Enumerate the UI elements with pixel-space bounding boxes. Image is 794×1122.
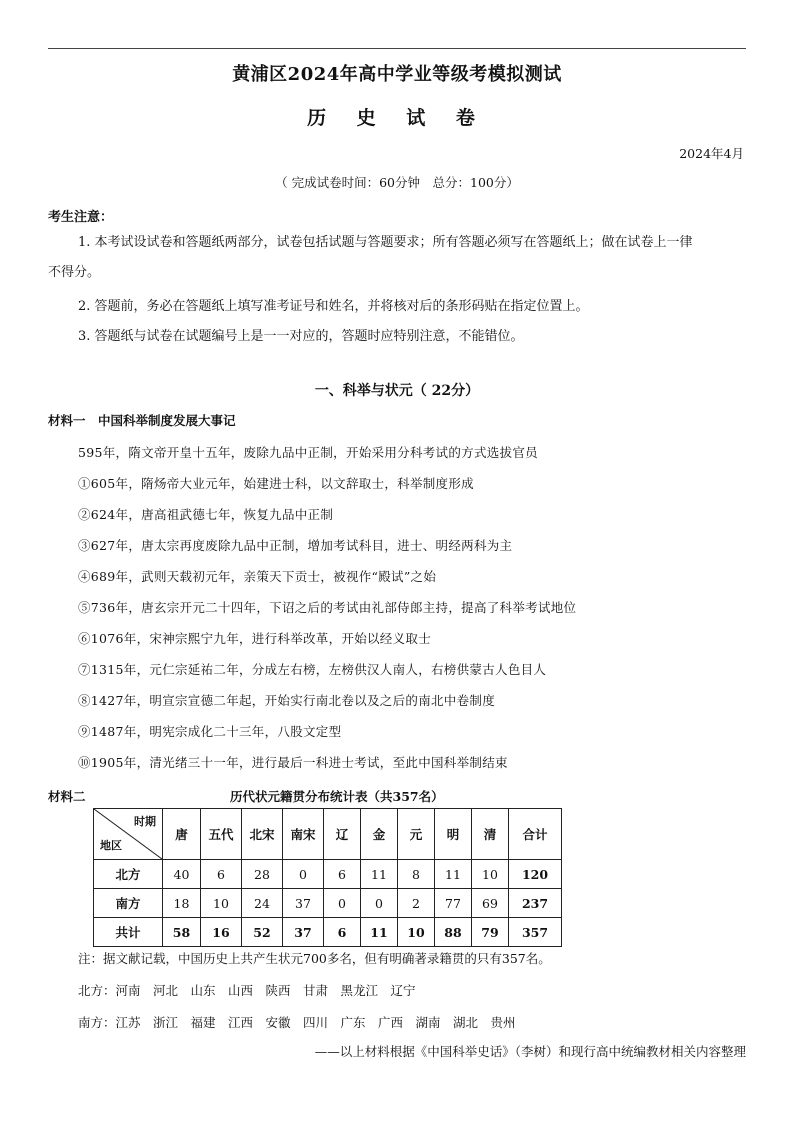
col-header: 南宋 — [283, 809, 324, 860]
table-cell: 10 — [472, 860, 509, 889]
material2-heading: 材料二 — [48, 789, 86, 804]
col-header: 清 — [472, 809, 509, 860]
exam-subtitle: 历 史 试 卷 — [307, 107, 487, 129]
table-title: 历代状元籍贯分布统计表（共357名） — [230, 789, 444, 804]
table-cell: 69 — [472, 889, 509, 918]
table-row — [94, 918, 562, 947]
event-item: ⑤736年，唐玄宗开元二十四年，下诏之后的考试由礼部侍郎主持，提高了科举考试地位 — [78, 600, 577, 615]
table-cell: 10 — [398, 918, 435, 947]
exam-title: 黄浦区2024年高中学业等级考模拟测试 — [232, 64, 562, 85]
table-cell: 28 — [242, 860, 283, 889]
table-cell: 0 — [361, 889, 398, 918]
event-item: ⑩1905年，清光绪三十一年，进行最后一科进士考试，至此中国科举制结束 — [78, 755, 508, 770]
top-rule — [48, 48, 746, 49]
col-header: 元 — [398, 809, 435, 860]
corner-period-label: 时期 — [134, 815, 156, 828]
notice-item-2: 2. 答题前，务必在答题纸上填写准考证号和姓名，并将核对后的条形码贴在指定位置上。 — [78, 299, 589, 314]
table-cell: 77 — [435, 889, 472, 918]
table-total-cell: 120 — [509, 860, 562, 889]
table-cell: 24 — [242, 889, 283, 918]
notice-heading: 考生注意： — [48, 210, 114, 225]
time-info: （ 完成试卷时间：60分钟 总分：100分） — [275, 175, 519, 190]
event-item: ②624年，唐高祖武德七年，恢复九品中正制 — [78, 507, 334, 522]
table-cell: 58 — [163, 918, 201, 947]
table-cell: 40 — [163, 860, 201, 889]
table-cell: 11 — [361, 860, 398, 889]
table-cell: 6 — [324, 860, 361, 889]
row-label: 共计 — [94, 918, 163, 947]
north-provinces: 北方：河南 河北 山东 山西 陕西 甘肃 黑龙江 辽宁 — [78, 983, 416, 998]
event-item: ③627年，唐太宗再度废除九品中正制，增加考试科目，进士、明经两科为主 — [78, 538, 513, 553]
table-cell: 10 — [201, 889, 242, 918]
table-cell: 11 — [361, 918, 398, 947]
table-cell: 18 — [163, 889, 201, 918]
table-cell: 6 — [324, 918, 361, 947]
corner-region-label: 地区 — [100, 839, 122, 852]
notice-item-3: 3. 答题纸与试卷在试题编号上是一一对应的，答题时应特别注意，不能错位。 — [78, 329, 524, 344]
event-item: ⑦1315年，元仁宗延祐二年，分成左右榜，左榜供汉人南人，右榜供蒙古人色目人 — [78, 662, 547, 677]
table-cell: 8 — [398, 860, 435, 889]
notice-item-1-cont: 不得分。 — [48, 265, 101, 280]
table-cell: 88 — [435, 918, 472, 947]
table-cell: 11 — [435, 860, 472, 889]
event-item: ①605年，隋炀帝大业元年，始建进士科，以文辞取士，科举制度形成 — [78, 476, 474, 491]
source-citation: ——以上材料根据《中国科举史话》（李树）和现行高中统编教材相关内容整理 — [314, 1044, 746, 1059]
event-item: ⑧1427年，明宣宗宣德二年起，开始实行南北卷以及之后的南北中卷制度 — [78, 693, 496, 708]
section-title: 一、科举与状元（ 22分） — [314, 383, 480, 399]
table-total-cell: 357 — [509, 918, 562, 947]
col-header: 明 — [435, 809, 472, 860]
table-note: 注：据文献记载，中国历史上共产生状元700多名，但有明确著录籍贯的只有357名。 — [78, 951, 551, 966]
col-header: 唐 — [163, 809, 201, 860]
table-total-cell: 237 — [509, 889, 562, 918]
col-header: 金 — [361, 809, 398, 860]
row-label: 北方 — [94, 860, 163, 889]
exam-date: 2024年4月 — [679, 146, 744, 161]
col-header: 五代 — [201, 809, 242, 860]
table-cell: 2 — [398, 889, 435, 918]
col-header: 辽 — [324, 809, 361, 860]
event-item: ⑨1487年，明宪宗成化二十三年，八股文定型 — [78, 724, 342, 739]
zhuangyuan-table — [93, 808, 562, 947]
table-corner-cell — [94, 809, 163, 860]
material1-heading: 材料一 中国科举制度发展大事记 — [48, 413, 236, 428]
table-header-row — [94, 809, 562, 860]
event-item: ⑥1076年，宋神宗熙宁九年，进行科举改革，开始以经义取士 — [78, 631, 432, 646]
table-cell: 37 — [283, 889, 324, 918]
table-cell: 0 — [324, 889, 361, 918]
col-header: 北宋 — [242, 809, 283, 860]
table-cell: 52 — [242, 918, 283, 947]
row-label: 南方 — [94, 889, 163, 918]
notice-item-1: 1. 本考试设试卷和答题纸两部分，试卷包括试题与答题要求；所有答题必须写在答题纸上；做在试卷上一律 — [78, 235, 693, 250]
table-cell: 37 — [283, 918, 324, 947]
event-item: ④689年，武则天载初元年，亲策天下贡士，被视作“殿试”之始 — [78, 569, 437, 584]
event-item: 595年，隋文帝开皇十五年，废除九品中正制，开始采用分科考试的方式选拔官员 — [78, 445, 538, 460]
table-cell: 6 — [201, 860, 242, 889]
table-row — [94, 860, 562, 889]
south-provinces: 南方：江苏 浙江 福建 江西 安徽 四川 广东 广西 湖南 湖北 贵州 — [78, 1015, 516, 1030]
table-cell: 79 — [472, 918, 509, 947]
table-cell: 16 — [201, 918, 242, 947]
table-cell: 0 — [283, 860, 324, 889]
col-header: 合计 — [509, 809, 562, 860]
table-row — [94, 889, 562, 918]
